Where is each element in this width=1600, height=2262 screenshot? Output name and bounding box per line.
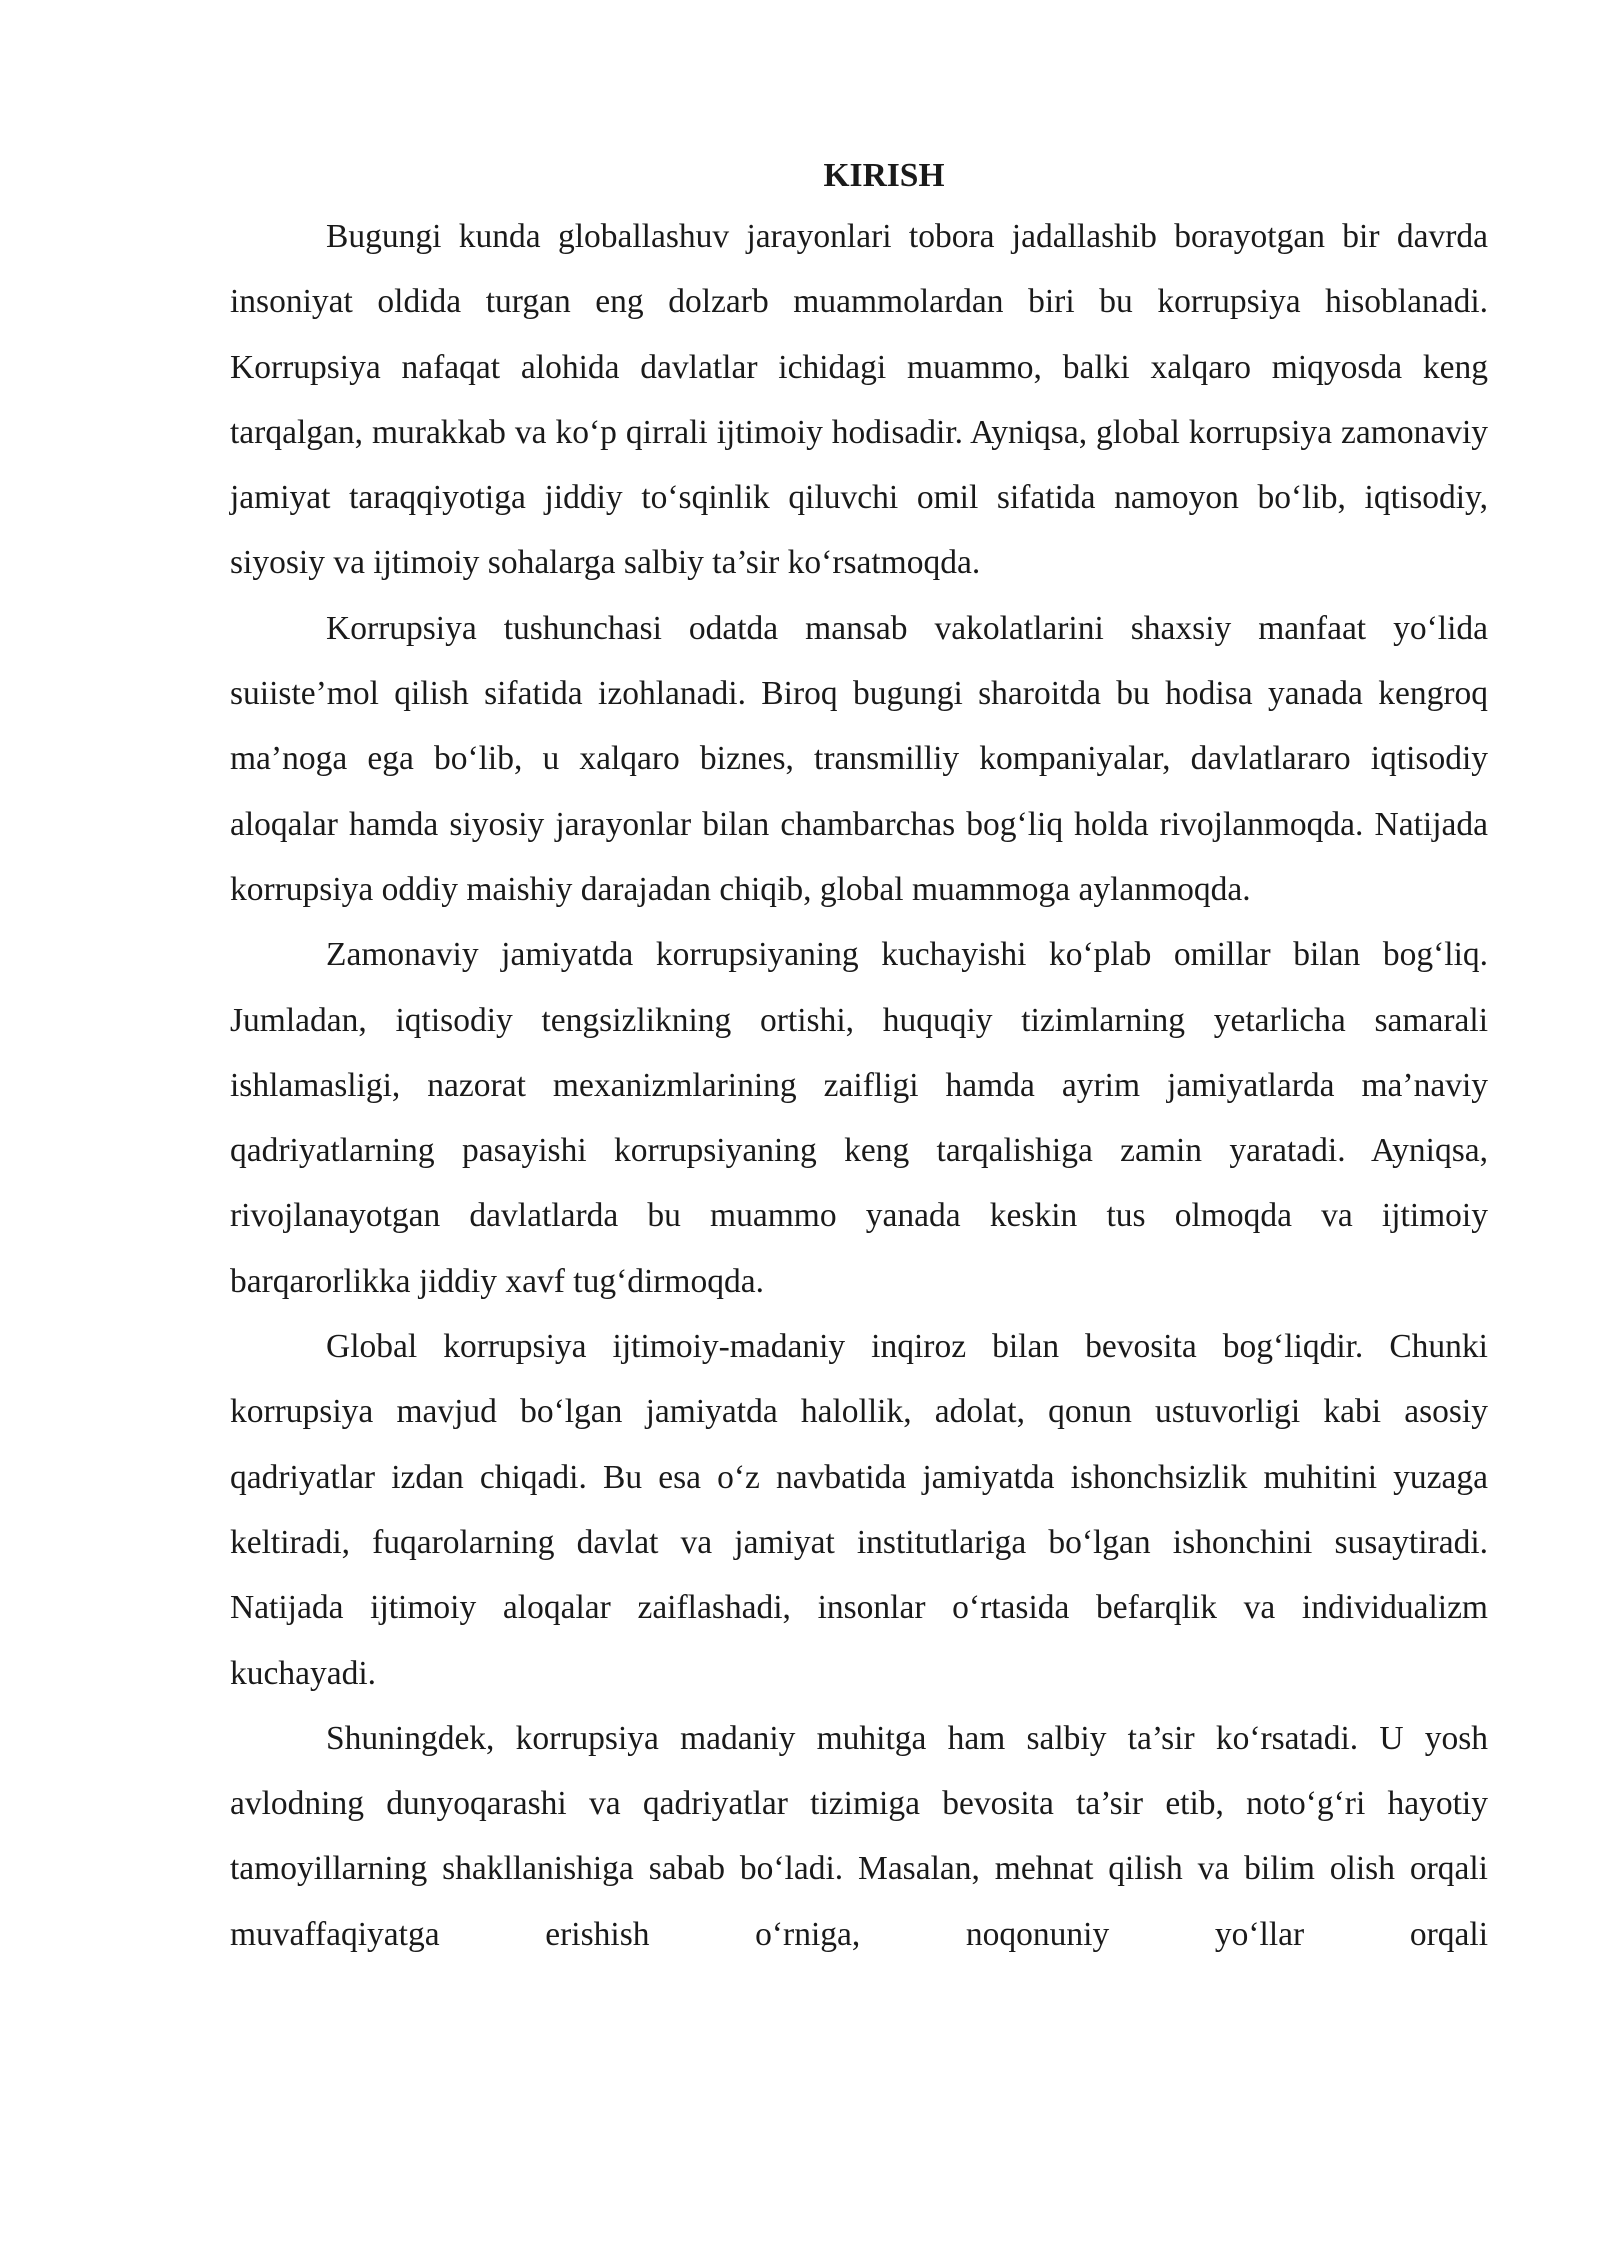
document-body [230, 148, 1488, 1967]
paragraph-4: Global korrupsiya ijtimoiy-madaniy inqiroz bilan bevosita bog‘liqdir. Chunki korrupsiya mavjud bo‘lgan jamiyatda halollik, adolat, qonun ustuvorligi kabi asosiy qadriyatlar izdan chiqadi. Bu esa o‘z navbatida jamiyatda ishonchsizlik muhitini yuzaga keltiradi, fuqarolarning davlat va jamiyat institutlariga bo‘lgan ishonchini susaytiradi. Natijada ijtimoiy aloqalar zaiflashadi, insonlar o‘rtasida befarqlik va individualizm kuchayadi. [230, 1328, 1488, 1692]
paragraph-1: Bugungi kunda globallashuv jarayonlari tobora jadallashib borayotgan bir davrda insoniyat oldida turgan eng dolzarb muammolardan biri bu korrupsiya hisoblanadi. Korrupsiya nafaqat alohida davlatlar ichidagi muammo, balki xalqaro miqyosda keng tarqalgan, murakkab va ko‘p qirrali ijtimoiy hodisadir. Ayniqsa, global korrupsiya zamonaviy jamiyat taraqqiyotiga jiddiy to‘sqinlik qiluvchi omil sifatida namoyon bo‘lib, iqtisodiy, siyosiy va ijtimoiy sohalarga salbiy ta’sir ko‘rsatmoqda. [230, 218, 1488, 582]
paragraph-3: Zamonaviy jamiyatda korrupsiyaning kuchayishi ko‘plab omillar bilan bog‘liq. Jumladan, iqtisodiy tengsizlikning ortishi, huquqiy tizimlarning yetarlicha samarali ishlamasligi, nazorat mexanizmlarining zaifligi hamda ayrim jamiyatlarda ma’naviy qadriyatlarning pasayishi korrupsiyaning keng tarqalishiga zamin yaratadi. Ayniqsa, rivojlanayotgan davlatlarda bu muammo yanada keskin tus olmoqda va ijtimoiy barqarorlikka jiddiy xavf tug‘dirmoqda. [230, 936, 1488, 1300]
paragraph-5: Shuningdek, korrupsiya madaniy muhitga ham salbiy ta’sir ko‘rsatadi. U yosh avlodning dunyoqarashi va qadriyatlar tizimiga bevosita ta’sir etib, noto‘g‘ri hayotiy tamoyillarning shakllanishiga sabab bo‘ladi. Masalan, mehnat qilish va bilim olish orqali muvaffaqiyatga erishish o‘rniga, noqonuniy yo‘llar orqali [230, 1719, 1488, 1953]
page-title: KIRISH [823, 157, 945, 194]
paragraph-2: Korrupsiya tushunchasi odatda mansab vakolatlarini shaxsiy manfaat yo‘lida suiiste’mol qilish sifatida izohlanadi. Biroq bugungi sharoitda bu hodisa yanada kengroq ma’noga ega bo‘lib, u xalqaro biznes, transmilliy kompaniyalar, davlatlararo iqtisodiy aloqalar hamda siyosiy jarayonlar bilan chambarchas bog‘liq holda rivojlanmoqda. Natijada korrupsiya oddiy maishiy darajadan chiqib, global muammoga aylanmoqda. [230, 609, 1488, 908]
